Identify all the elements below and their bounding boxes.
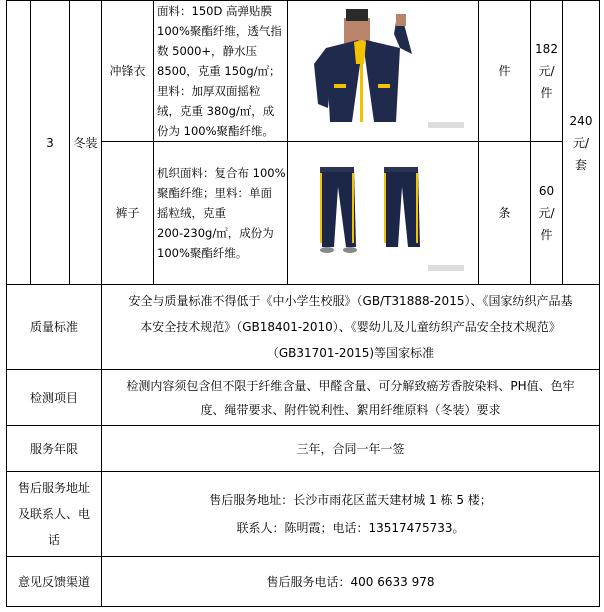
set-price: 240 元/ 套 (569, 113, 593, 172)
feedback-text: 售后服务电话：400 6633 978 (266, 574, 435, 589)
item-index: 3 (46, 135, 54, 150)
jacket-price: 182 元/ 件 (535, 42, 558, 100)
jacket-description: 面料：150D 高弹贴膜 100%聚酯纤维，透气指 数 5000+，静水压 8500，克重 150g/㎡； 里料：加厚双面摇粒 绒，克重 380g/㎡，成 份为 100%聚酯纤维。 (157, 4, 282, 138)
service-years-label: 服务年限 (29, 441, 78, 456)
jacket-unit: 件 (498, 64, 511, 78)
after-sales-label: 售后服务地址 及联系人、电 话 (17, 481, 90, 547)
inspection-text: 检测内容须包含但不限于纤维含量、甲醛含量、可分解致癌芳香胺染料、PH值、色牢 度、绳带要求、附件锐利性、絮用纤维原料（冬装）要求 (126, 378, 575, 417)
table-border-bottom (6, 606, 600, 607)
after-sales-text: 售后服务地址：长沙市雨花区蓝天建材城 1 栋 5 楼； 联系人：陈明霞；电话：13517475733。 (209, 493, 492, 535)
inspection-label: 检测项目 (29, 390, 78, 405)
pants-price: 60 元/ 件 (538, 184, 555, 242)
service-years-text: 三年，合同一年一签 (296, 441, 405, 456)
feedback-label: 意见反馈渠道 (17, 574, 90, 589)
pants-description: 机织面料：复合布 100% 聚酯纤维；里料：单面 摇粒绒，克重 200-230g/㎡，成份为 100%聚酯纤维。 (157, 166, 286, 260)
pants-unit: 条 (498, 206, 511, 220)
pants-name: 裤子 (115, 206, 140, 220)
table-border-right (599, 0, 600, 607)
jacket-photo-icon (300, 4, 470, 138)
quality-text: 安全与质量标准不得低于《中小学生校服》（GB/T31888-2015）、《国家纺织产品基 本安全技术规范》（GB18401-2010）、《婴幼儿及儿童纺织产品安全技术规范》 （GB31701-2015)等国家标准 (128, 294, 573, 360)
quality-label: 质量标准 (29, 320, 78, 334)
divider (287, 0, 288, 284)
item-season: 冬装 (73, 135, 98, 150)
divider (153, 0, 154, 284)
jacket-name: 冲锋衣 (109, 64, 146, 78)
pants-photo-icon (300, 147, 470, 281)
